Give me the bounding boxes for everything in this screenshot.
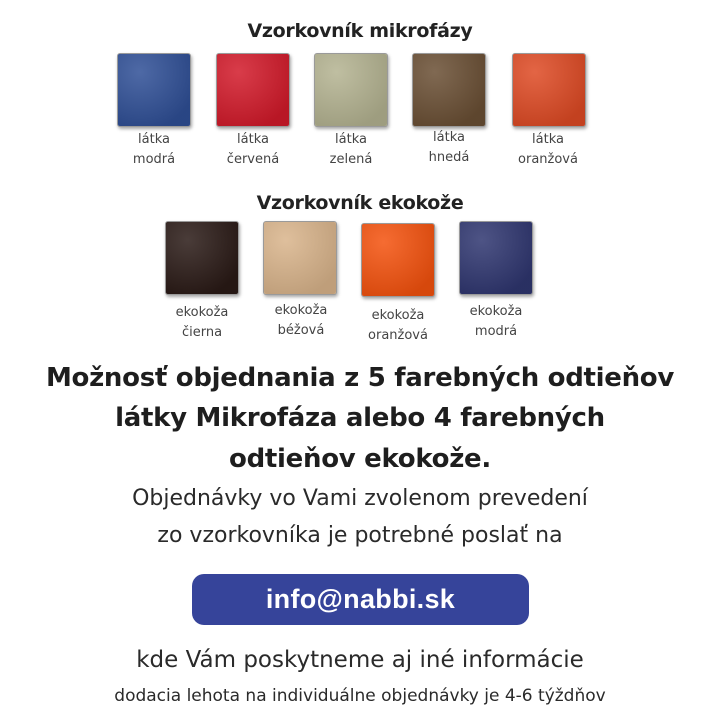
headline-line-2: látky Mikrofáza alebo 4 farebných	[115, 403, 605, 433]
label-line: látka	[532, 132, 564, 147]
label-line: ekokoža	[274, 303, 328, 318]
swatch-ecoleather-black	[165, 221, 239, 295]
swatch-microfiber-red	[216, 53, 290, 127]
headline-line-1: Možnosť objednania z 5 farebných odtieňov	[45, 363, 675, 393]
body-line-2: zo vzorkovníka je potrebné poslať na	[157, 523, 563, 548]
label-line: oranžová	[518, 152, 578, 167]
email-button[interactable]: info@nabbi.sk	[192, 574, 529, 625]
label-line: ekokoža	[469, 304, 523, 319]
label-line: hnedá	[428, 150, 470, 165]
label-line: červená	[226, 152, 280, 167]
label-line: oranžová	[368, 328, 428, 343]
ecoleather-title: Vzorkovník ekokože	[256, 192, 464, 214]
label-line: ekokoža	[175, 305, 229, 320]
label-line: zelená	[329, 152, 373, 167]
label-line: látka	[433, 130, 465, 145]
headline-line-3: odtieňov ekokože.	[229, 444, 491, 474]
label-line: ekokoža	[371, 308, 425, 323]
swatch-ecoleather-orange	[361, 223, 435, 297]
swatch-label	[198, 130, 308, 170]
label-line: látka	[237, 132, 269, 147]
label-line: látka	[138, 132, 170, 147]
swatch-label	[394, 128, 504, 168]
body-line-1: Objednávky vo Vami zvolenom prevedení	[132, 486, 588, 511]
swatch-label	[296, 130, 406, 170]
label-line: látka	[335, 132, 367, 147]
label-line: modrá	[474, 324, 518, 339]
swatch-label	[246, 301, 356, 341]
swatch-microfiber-green	[314, 53, 388, 127]
swatch-microfiber-orange	[512, 53, 586, 127]
swatch-ecoleather-beige	[263, 221, 337, 295]
swatch-label	[441, 302, 551, 342]
swatch-label	[493, 130, 603, 170]
swatch-microfiber-brown	[412, 53, 486, 127]
label-line: béžová	[277, 323, 325, 338]
microfiber-title: Vzorkovník mikrofázy	[247, 20, 473, 42]
label-line: čierna	[181, 325, 223, 340]
swatch-label	[99, 130, 209, 170]
swatch-label	[147, 303, 257, 343]
footer-line-2: dodacia lehota na individuálne objednávky je 4-6 týždňov	[114, 686, 606, 706]
swatch-microfiber-blue	[117, 53, 191, 127]
swatch-label	[343, 306, 453, 346]
swatch-ecoleather-blue	[459, 221, 533, 295]
footer-line-1: kde Vám poskytneme aj iné informácie	[136, 647, 584, 673]
label-line: modrá	[132, 152, 176, 167]
